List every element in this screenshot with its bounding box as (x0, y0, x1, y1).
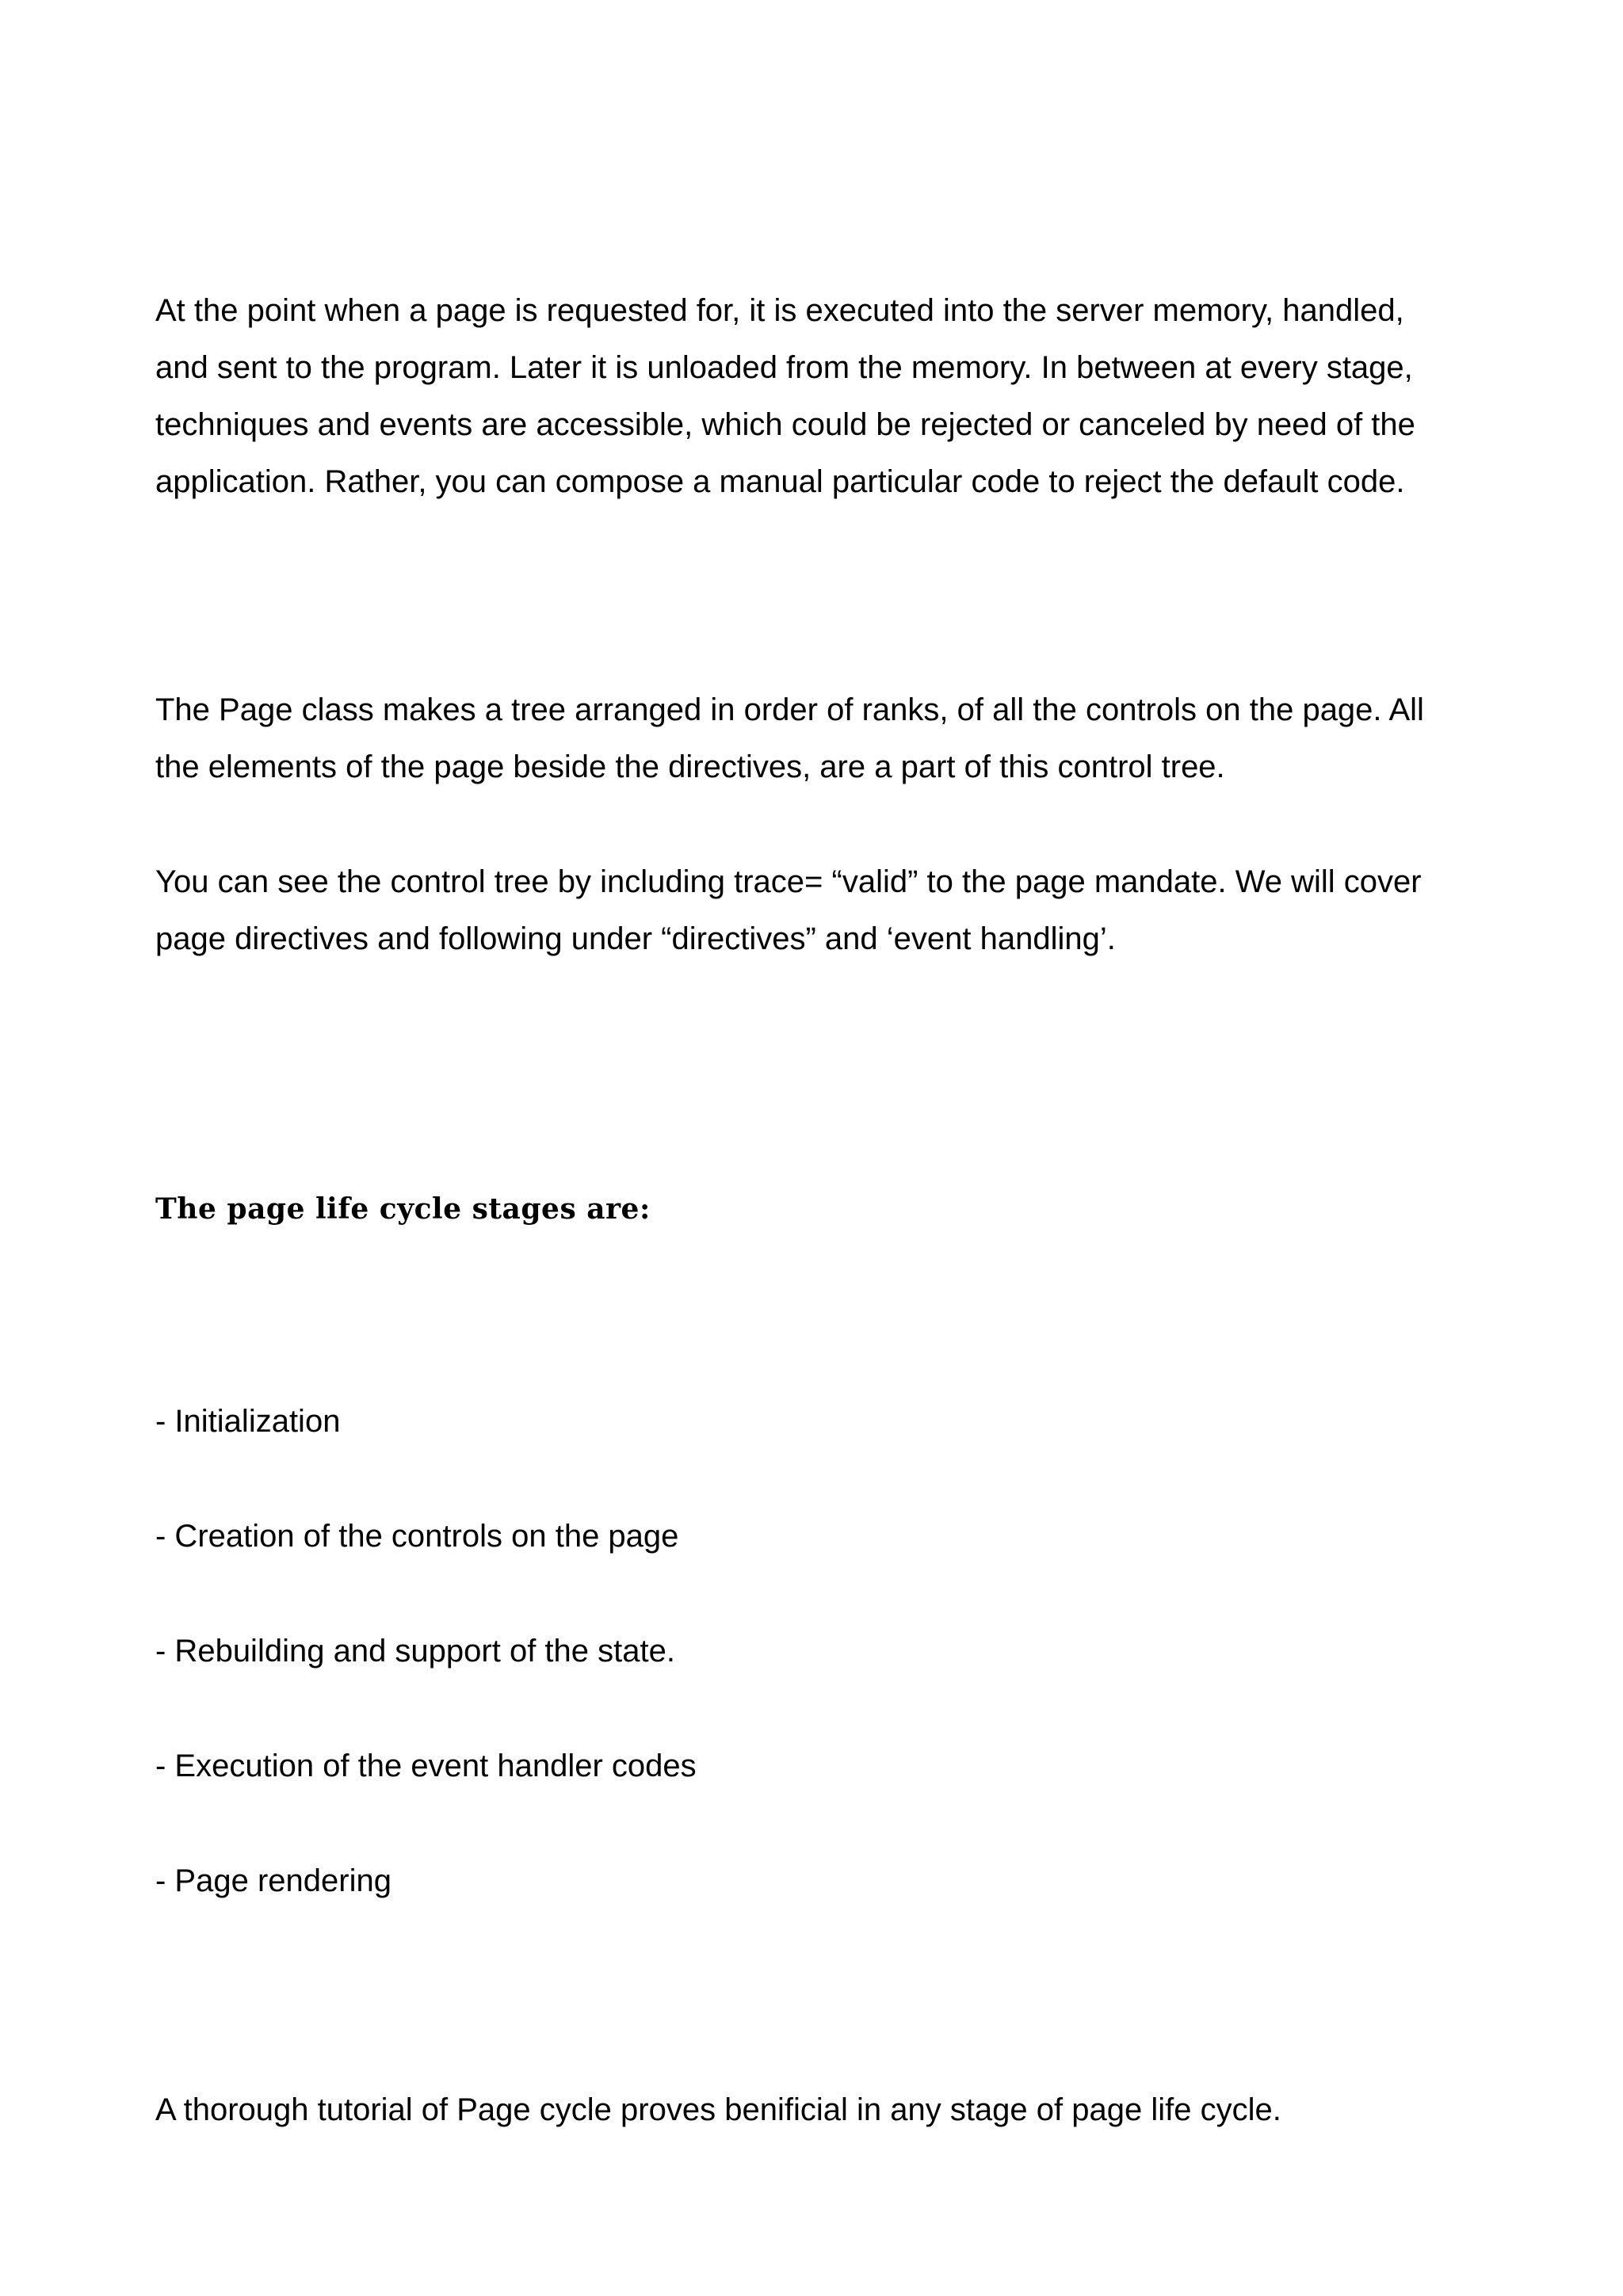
paragraph-line: page directives and following under “directives” and ‘event handling’. (155, 921, 1116, 956)
stage-item-controls-creation: - Creation of the controls on the page (155, 1519, 679, 1554)
stage-item-state-rebuilding: - Rebuilding and support of the state. (155, 1634, 675, 1669)
paragraph-line: You can see the control tree by including trace= “valid” to the page mandate. We will cover (155, 864, 1422, 899)
closing-paragraph: A thorough tutorial of Page cycle proves benificial in any stage of page life cycle. (155, 2092, 1281, 2127)
paragraph-line: techniques and events are accessible, which could be rejected or canceled by need of the (155, 407, 1415, 442)
stage-item-page-rendering: - Page rendering (155, 1863, 391, 1898)
stage-item-initialization: - Initialization (155, 1404, 341, 1439)
stage-item-event-execution: - Execution of the event handler codes (155, 1749, 697, 1783)
paragraph-line: and sent to the program. Later it is unloaded from the memory. In between at every stage, (155, 350, 1413, 385)
control-tree-paragraph (155, 853, 1503, 967)
paragraph-line: The Page class makes a tree arranged in order of ranks, of all the controls on the page. All (155, 692, 1424, 727)
paragraph-line: application. Rather, you can compose a manual particular code to reject the default code. (155, 464, 1405, 499)
paragraph-line: the elements of the page beside the directives, are a part of this control tree. (155, 749, 1225, 784)
page-class-paragraph (155, 681, 1503, 795)
stages-heading: The page life cycle stages are: (155, 1192, 651, 1226)
intro-paragraph (155, 282, 1503, 510)
paragraph-line: At the point when a page is requested for, it is executed into the server memory, handled, (155, 293, 1404, 328)
